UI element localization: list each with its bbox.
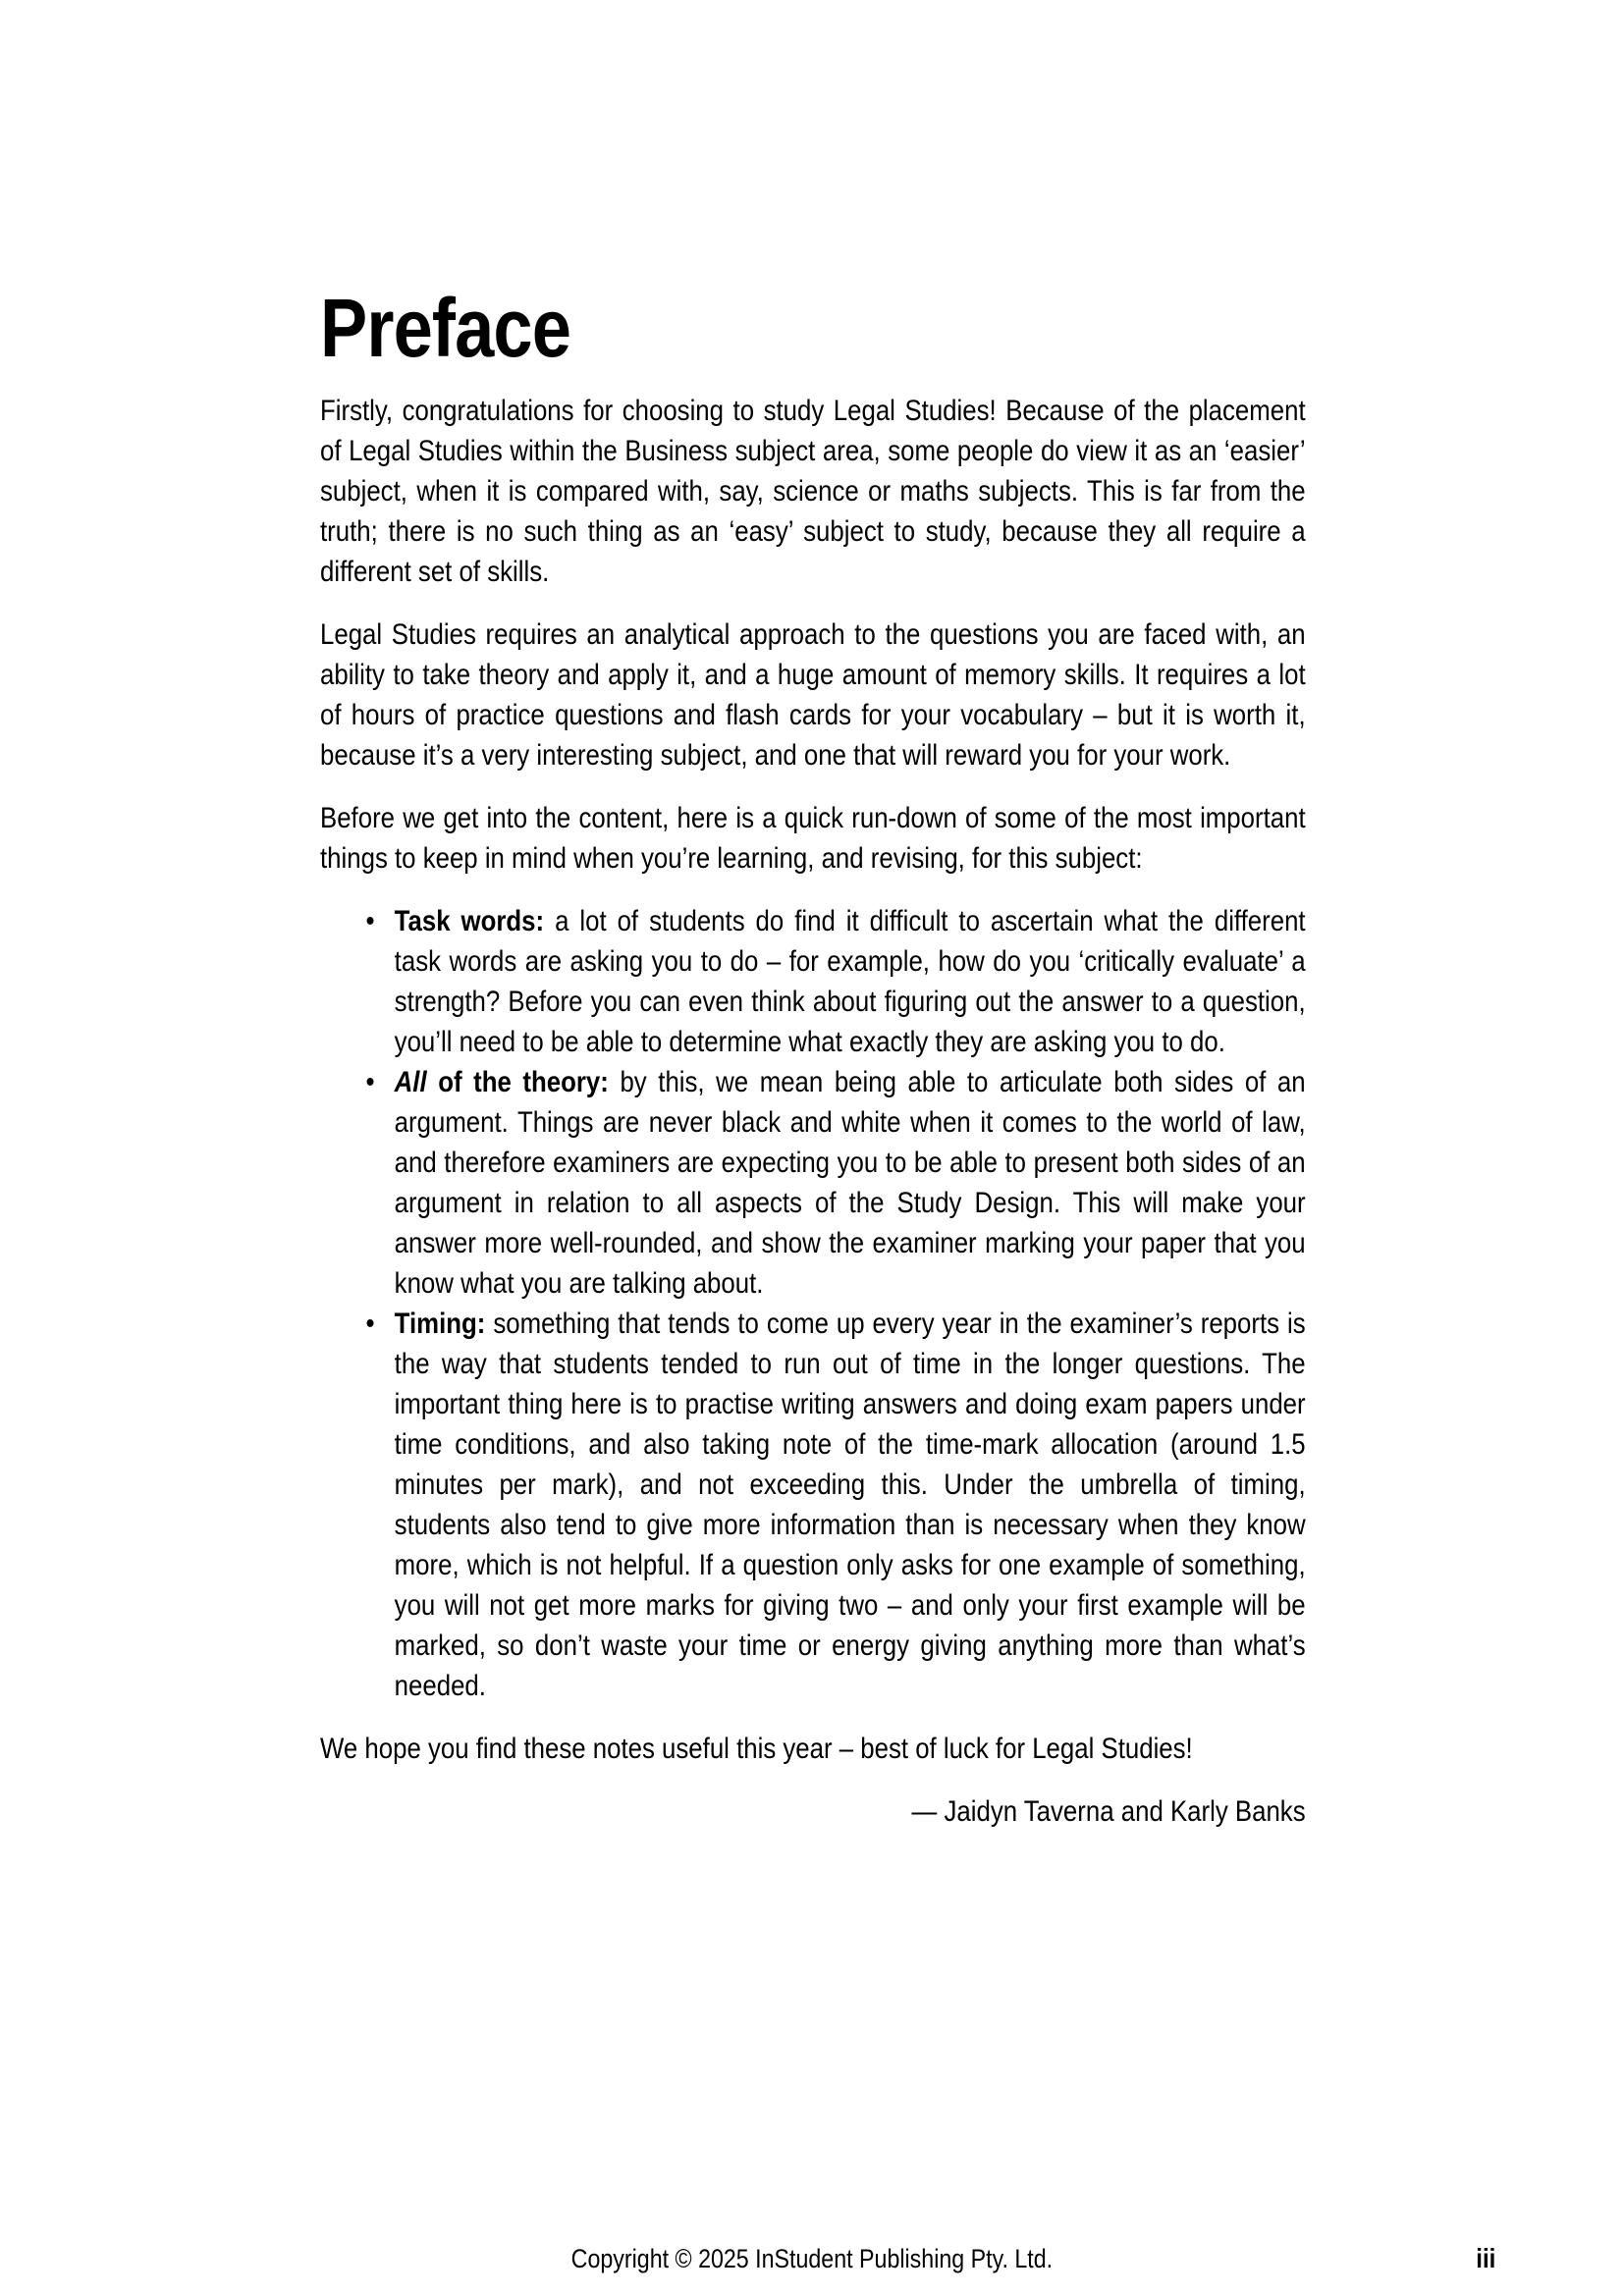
copyright-notice: Copyright © 2025 InStudent Publishing Pty. Ltd. [570,2244,1054,2273]
intro-paragraph-1: Firstly, congratulations for choosing to study Legal Studies! Because of the placement of Legal Studies within the Business subject area, some people do view it as an ‘easier’ subject, when it is compared with, say, science or maths subjects. This is far from the truth; there is no such thing as an ‘easy’ subject to study, because they all require a different set of skills. [320,395,1306,588]
closing-paragraph: We hope you find these notes useful this year – best of luck for Legal Studies! [320,1733,1193,1765]
bullet-item-timing [365,1304,1306,1706]
bullet-text: a lot of students do find it difficult to ascertain what the different task words are asking you to do – for example, how do you ‘critically evaluate’ a strength? Before you can even think about figuring out the answer to a question, you’ll need to be able to determine what exactly they are asking you to do. [394,905,1306,1058]
footer-inner [0,2244,1624,2273]
bullet-lead-italic: All [394,1066,427,1098]
bullet-marker-icon: • [365,1066,375,1098]
bullet-lead-bold: Task words: [394,905,545,937]
intro-paragraph-2: Legal Studies requires an analytical approach to the questions you are faced with, an ability to take theory and apply it, and a huge amount of memory skills. It requires a lot of hours of practice questions and flash cards for your vocabulary – but it is worth it, because it’s a very interesting subject, and one that will reward you for your work. [320,618,1306,772]
bullet-item-all-of-the-theory [365,1062,1306,1304]
intro-paragraph-3: Before we get into the content, here is a quick run-down of some of the most important things to keep in mind when you’re learning, and revising, for this subject: [320,802,1306,875]
bullet-item-task-words [365,901,1306,1062]
page-content [320,282,1306,1832]
page-number: iii [1476,2243,1496,2273]
bullet-marker-icon: • [365,1308,375,1340]
bullet-lead-bold: of the theory: [426,1066,609,1098]
bullet-lead-bold: Timing: [394,1308,486,1340]
bullet-text: by this, we mean being able to articulate both sides of an argument. Things are never black and white when it comes to the world of law, and therefore examiners are expecting you to be able to present both sides of an argument in relation to all aspects of the Study Design. This will make your answer more well-rounded, and show the examiner marking your paper that you know what you are talking about. [394,1066,1306,1300]
author-signature: — Jaidyn Taverna and Karly Banks [911,1795,1306,1828]
page-title: Preface [320,282,571,374]
bullet-list [320,901,1306,1706]
bullet-text: something that tends to come up every year in the examiner’s reports is the way that students tended to run out of time in the longer questions. The important thing here is to practise writing answers and doing exam papers under time conditions, and also taking note of the time-mark allocation (around 1.5 minutes per mark), and not exceeding this. Under the umbrella of timing, students also tend to give more information than is necessary when they know more, which is not helpful. If a question only asks for one example of something, you will not get more marks for giving two – and only your first example will be marked, so don’t waste your time or energy giving anything more than what’s needed. [394,1308,1306,1702]
bullet-marker-icon: • [365,905,375,937]
page-footer [0,2244,1624,2287]
